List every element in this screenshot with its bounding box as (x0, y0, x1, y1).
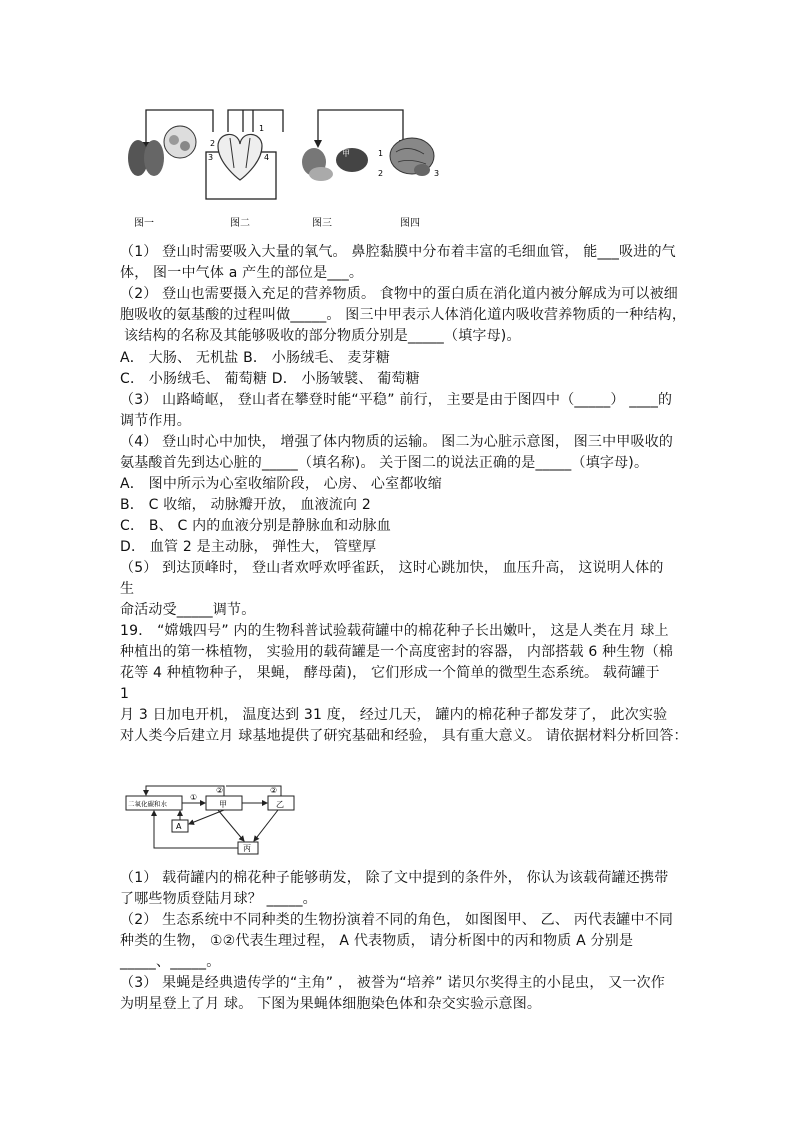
figure-organ-diagram (118, 102, 448, 232)
q4-line-2: 氨基酸首先到达心脏的_____（填名称)。 关于图二的说法正确的是_____（填字母)。 (120, 455, 649, 471)
q19-line-4: 1 (120, 686, 130, 702)
alveoli-icon (164, 126, 196, 158)
q3-line-1: （3） 山路崎岖， 登山者在攀登时能“平稳” 前行， 主要是由于图四中（_____） ____的 (120, 392, 673, 408)
q1-line-2: 体， 图一中气体 a 产生的部位是___。 (120, 265, 364, 281)
q19-2-line-1: （2） 生态系统中不同种类的生物扮演着不同的角色， 如图图甲、 乙、 丙代表罐中不同 (120, 912, 674, 928)
stomach-label: 甲 (342, 149, 350, 158)
jia-label: 甲 (219, 800, 227, 809)
a-label: A (176, 822, 182, 831)
heart-label-3: 3 (208, 153, 214, 162)
caption-figure-4: 图四 (400, 218, 420, 229)
bing-label: 丙 (243, 844, 251, 853)
q19-line-6: 对人类今后建立月 球基地提供了研究基础和经验， 具有重大意义。 请依据材料分析回答： (120, 728, 688, 744)
q4-option-c: C． B、 C 内的血液分别是静脉血和动脉血 (120, 518, 391, 534)
q19-line-1: 19． “嫦娥四号” 内的生物科普试验载荷罐中的棉花种子长出嫩叶， 这是人类在月 球上 (120, 623, 669, 639)
caption-figure-2: 图二 (230, 218, 250, 229)
q5-line-3: 命活动受_____调节。 (120, 602, 256, 618)
q19-2-line-3: _____、_____。 (120, 954, 221, 970)
heart-label-4: 4 (264, 153, 270, 162)
heart-label-2: 2 (210, 139, 216, 148)
q19-line-2: 种植出的第一株植物， 实验用的载荷罐是一个高度密封的容器， 内部搭载 6 种生物（棉 (120, 644, 674, 660)
q4-option-b: B． C 收缩， 动脉瓣开放， 血液流向 2 (120, 497, 371, 513)
heart-icon (218, 134, 262, 180)
q19-2-line-2: 种类的生物， ①②代表生理过程， A 代表物质， 请分析图中的丙和物质 A 分别是 (120, 933, 634, 949)
process-1-label: ① (190, 793, 198, 802)
q19-line-3: 花等 4 种植物种子， 果蝇， 酵母菌)， 它们形成一个简单的微型生态系统。 载荷罐于 (120, 665, 660, 681)
q4-line-1: （4） 登山时心中加快， 增强了体内物质的运输。 图二为心脏示意图， 图三中甲吸收的 (120, 434, 674, 450)
process-2-label-right: ② (270, 786, 278, 795)
q4-option-d: D． 血管 2 是主动脉， 弹性大， 管壁厚 (120, 539, 377, 555)
q19-1-line-2: 了哪些物质登陆月球？ _____。 (120, 891, 317, 907)
caption-figure-3: 图三 (312, 218, 332, 229)
q3-line-2: 调节作用。 (120, 413, 191, 429)
heart-label-1: 1 (259, 124, 265, 133)
q2-option-ab: A． 大肠、 无机盐 B． 小肠绒毛、 麦芽糖 (120, 350, 391, 366)
brain-label-2: 2 (378, 169, 384, 178)
q19-3-line-2: 为明星登上了月 球。 下图为果蝇体细胞染色体和杂交实验示意图。 (120, 996, 542, 1012)
q19-line-5: 月 3 日加电开机， 温度达到 31 度， 经过几天， 罐内的棉花种子都发芽了， 此次实验 (120, 707, 668, 723)
q5-line-2: 生 (120, 581, 135, 597)
q2-option-cd: C． 小肠绒毛、 葡萄糖 D． 小肠皱襞、 葡萄糖 (120, 371, 420, 387)
brain-label-3: 3 (434, 169, 440, 178)
process-2-label-left: ② (216, 786, 224, 795)
digestive-organs-icon (302, 148, 368, 181)
q2-line-3: 该结构的名称及其能够吸收的部分物质分别是_____（填字母)。 (124, 328, 521, 344)
brain-icon (390, 138, 434, 176)
q1-line-1: （1） 登山时需要吸入大量的氧气。 鼻腔黏膜中分布着丰富的毛细血管， 能___吸进的气 (120, 244, 676, 260)
q2-line-1: （2） 登山也需要摄入充足的营养物质。 食物中的蛋白质在消化道内被分解成为可以被细 (120, 286, 679, 302)
q19-3-line-1: （3） 果蝇是经典遗传学的“主角” ， 被誉为“培养” 诺贝尔奖得主的小昆虫， 又一次作 (120, 975, 665, 991)
caption-figure-1: 图一 (134, 218, 154, 229)
figure-ecosystem-diagram (118, 776, 308, 862)
q4-option-a: A． 图中所示为心室收缩阶段， 心房、 心室都收缩 (120, 476, 442, 492)
q5-line-1: （5） 到达顶峰时， 登山者欢呼欢呼雀跃， 这时心跳加快， 血压升高， 这说明人体的 (120, 560, 664, 576)
yi-label: 乙 (276, 800, 284, 809)
q19-1-line-1: （1） 载荷罐内的棉花种子能够萌发， 除了文中提到的条件外， 你认为该载荷罐还携带 (120, 870, 669, 886)
co2-water-label: 二氧化碳和水 (128, 800, 167, 808)
q2-line-2: 胞吸收的氨基酸的过程叫做_____。 图三中甲表示人体消化道内吸收营养物质的一种结构， (120, 307, 687, 323)
brain-label-1: 1 (378, 149, 384, 158)
